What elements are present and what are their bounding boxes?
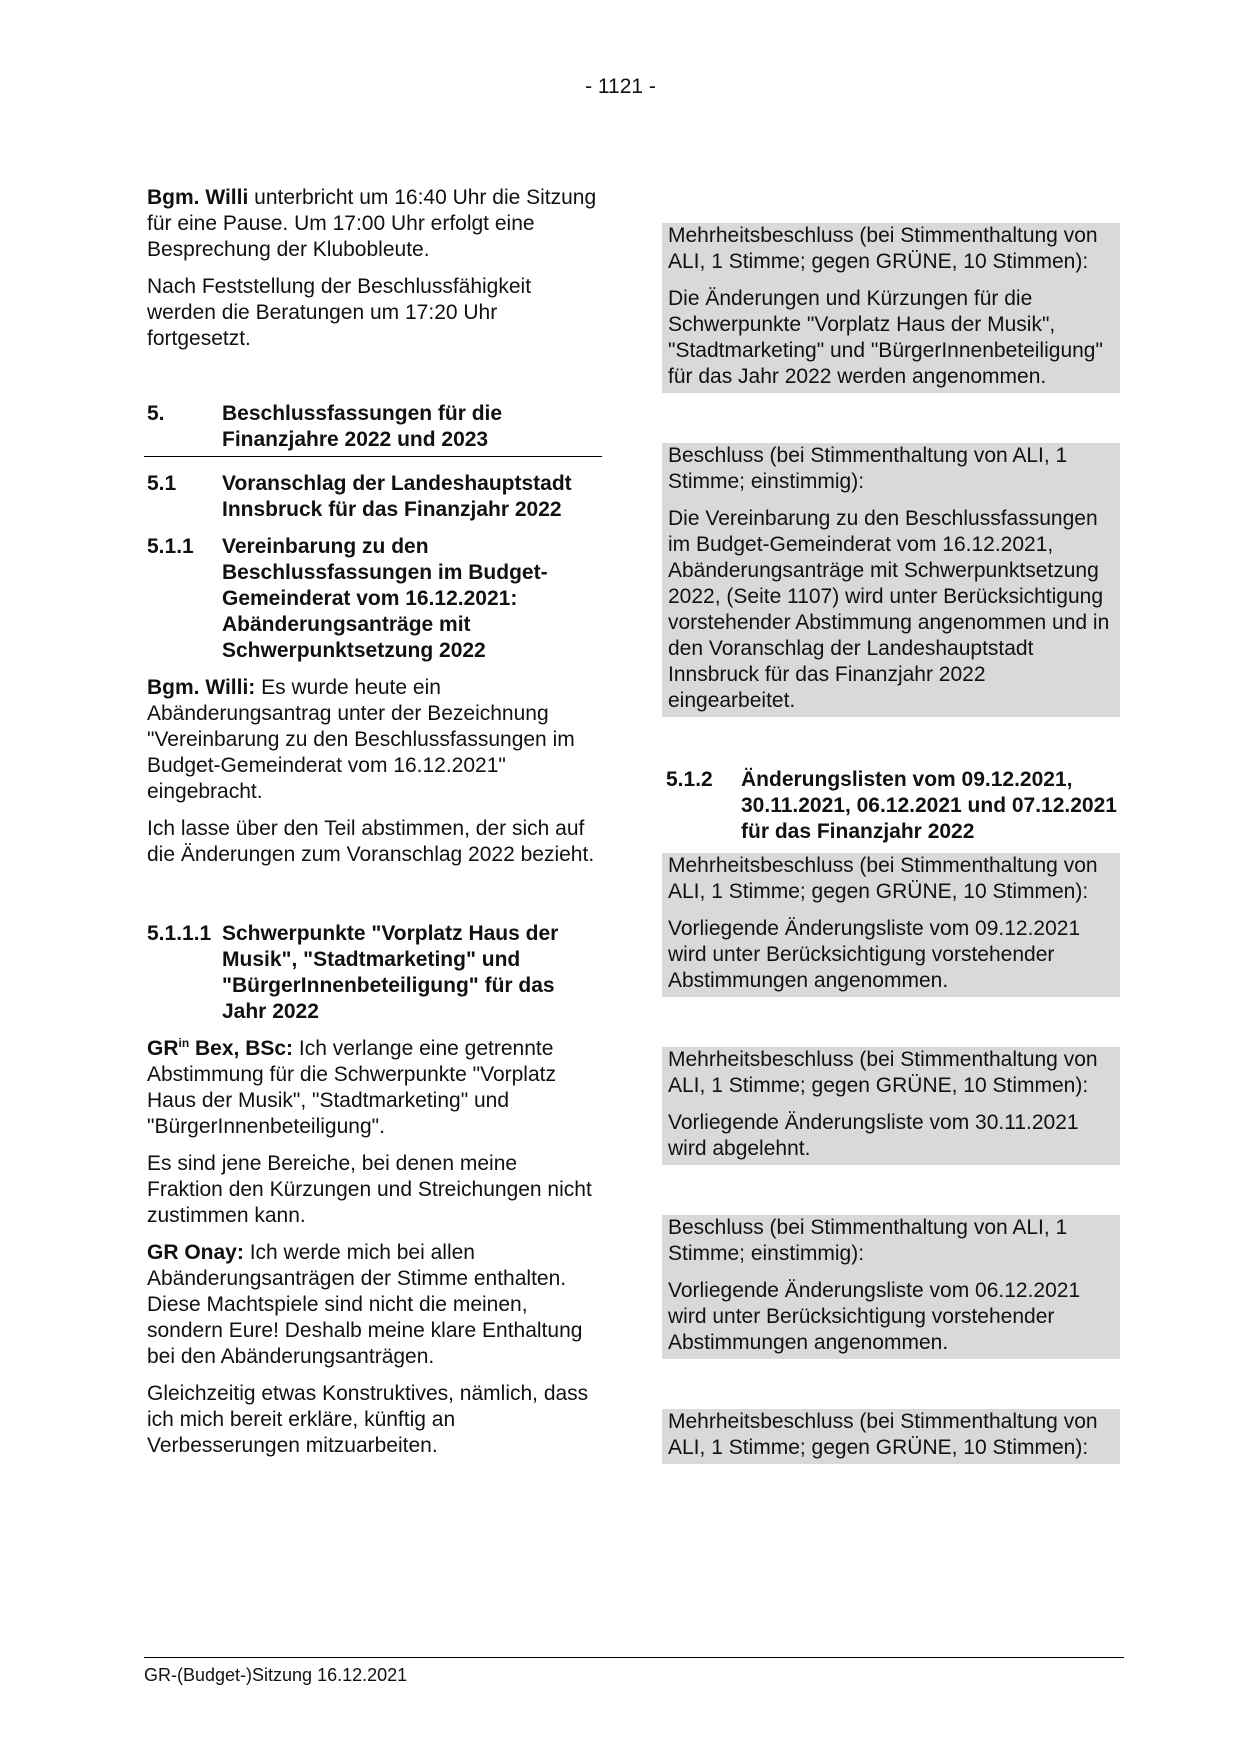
speaker-title: GR [147,1037,179,1060]
heading-5 [144,401,602,457]
heading-number: 5.1.1.1 [147,922,212,945]
heading-title: Änderungslisten vom 09.12.2021, 30.11.2021, 06.12.2021 und 07.12.2021 für das Finanzjahr 2022 [741,768,1117,843]
paragraph-text: Ich werde mich bei allen Abänderungsanträgen der Stimme enthalten. Diese Machtspiele sind nicht die meinen, sondern Eure! Deshalb meine klare Enthaltung bei den Abänderungsanträgen. [147,1241,583,1368]
paragraph-vote-part: Ich lasse über den Teil abstimmen, der sich auf die Änderungen zum Voranschlag 2022 bezieht. [147,817,595,866]
paragraph-willi [147,675,597,805]
resolution-vote: Mehrheitsbeschluss (bei Stimmenthaltung von ALI, 1 Stimme; gegen GRÜNE, 10 Stimmen): [668,854,1098,903]
resolution-text: Vorliegende Änderungsliste vom 06.12.2021 wird unter Berücksichtigung vorstehender Abstimmungen angenommen. [668,1279,1081,1354]
right-column [664,185,1120,1464]
speaker-name: Bgm. Willi [147,186,249,209]
heading-5-1-1-1 [147,921,597,1025]
resolution-box-1 [662,223,1120,393]
resolution-text: Vorliegende Änderungsliste vom 09.12.2021 wird unter Berücksichtigung vorstehender Abstimmungen angenommen. [668,917,1081,992]
resolution-vote: Mehrheitsbeschluss (bei Stimmenthaltung von ALI, 1 Stimme; gegen GRÜNE, 10 Stimmen): [668,1048,1098,1097]
resolution-box-2 [662,443,1120,717]
resolution-box-5 [662,1215,1120,1359]
resolution-vote: Mehrheitsbeschluss (bei Stimmenthaltung von ALI, 1 Stimme; gegen GRÜNE, 10 Stimmen): [668,224,1098,273]
heading-number: 5.1 [147,472,177,495]
heading-5-1-1 [147,534,597,664]
paragraph-konstruktiv: Gleichzeitig etwas Konstruktives, nämlich, dass ich mich bereit erkläre, künftig an Verbesserungen mitzuarbeiten. [147,1382,589,1457]
heading-number: 5. [147,402,165,425]
heading-title: Schwerpunkte "Vorplatz Haus der Musik", "Stadtmarketing" und "BürgerInnenbeteiligung" für das Jahr 2022 [222,922,559,1023]
paragraph-text: Es wurde heute ein Abänderungsantrag unter der Bezeichnung "Vereinbarung zu den Beschlussfassungen im Budget-Gemeinderat vom 16.12.2021" eingebracht. [147,676,575,803]
left-column [147,185,597,1470]
heading-title: Beschlussfassungen für die Finanzjahre 2022 und 2023 [222,402,503,451]
speaker-name [147,1037,293,1060]
paragraph-text: unterbricht um 16:40 Uhr die Sitzung für eine Pause. Um 17:00 Uhr erfolgt eine Besprechung der Klubobleute. [147,186,597,261]
paragraph-resume: Nach Feststellung der Beschlussfähigkeit werden die Beratungen um 17:20 Uhr fortgesetzt. [147,275,532,350]
paragraph-bex [147,1036,597,1140]
page-number: - 1121 - [585,75,656,98]
speaker-name: GR Onay: [147,1241,244,1264]
resolution-text: Die Änderungen und Kürzungen für die Schwerpunkte "Vorplatz Haus der Musik", "Stadtmarketing" und "BürgerInnenbeteiligung" für das Jahr 2022 werden angenommen. [668,287,1103,388]
heading-number: 5.1.1 [147,535,194,558]
paragraph-fraktion: Es sind jene Bereiche, bei denen meine Fraktion den Kürzungen und Streichungen nicht zustimmen kann. [147,1152,592,1227]
resolution-text: Vorliegende Änderungsliste vom 30.11.2021 wird abgelehnt. [668,1111,1079,1160]
paragraph-onay [147,1240,597,1370]
resolution-vote: Mehrheitsbeschluss (bei Stimmenthaltung von ALI, 1 Stimme; gegen GRÜNE, 10 Stimmen): [668,1410,1098,1459]
speaker-title-sup: in [178,1036,190,1050]
heading-5-1 [147,471,597,523]
paragraph-pause [147,185,597,263]
resolution-box-4 [662,1047,1120,1165]
paragraph-text: Ich verlange eine getrennte Abstimmung für die Schwerpunkte "Vorplatz Haus der Musik", "Stadtmarketing" und "BürgerInnenbeteiligung". [147,1037,556,1138]
resolution-box-6 [662,1409,1120,1464]
heading-title: Voranschlag der Landeshauptstadt Innsbruck für das Finanzjahr 2022 [222,472,572,521]
speaker-surname: Bex, BSc: [189,1037,294,1060]
heading-number: 5.1.2 [666,768,713,791]
resolution-vote: Beschluss (bei Stimmenthaltung von ALI, 1 Stimme; einstimmig): [668,1216,1068,1265]
resolution-box-3 [662,853,1120,997]
heading-title: Vereinbarung zu den Beschlussfassungen im Budget-Gemeinderat vom 16.12.2021: Abänderungsanträge mit Schwerpunktsetzung 2022 [222,535,548,662]
speaker-name: Bgm. Willi: [147,676,256,699]
resolution-vote: Beschluss (bei Stimmenthaltung von ALI, 1 Stimme; einstimmig): [668,444,1068,493]
heading-5-1-2 [666,767,1120,845]
page-footer: GR-(Budget-)Sitzung 16.12.2021 [144,1657,1124,1686]
resolution-text: Die Vereinbarung zu den Beschlussfassungen im Budget-Gemeinderat vom 16.12.2021, Abänderungsanträge mit Schwerpunktsetzung 2022, (Seite 1107) wird unter Berücksichtigung vorstehender Abstimmung angenommen und in den Voranschlag der Landeshauptstadt Innsbruck für das Finanzjahr 2022 eingearbeitet. [668,507,1110,712]
